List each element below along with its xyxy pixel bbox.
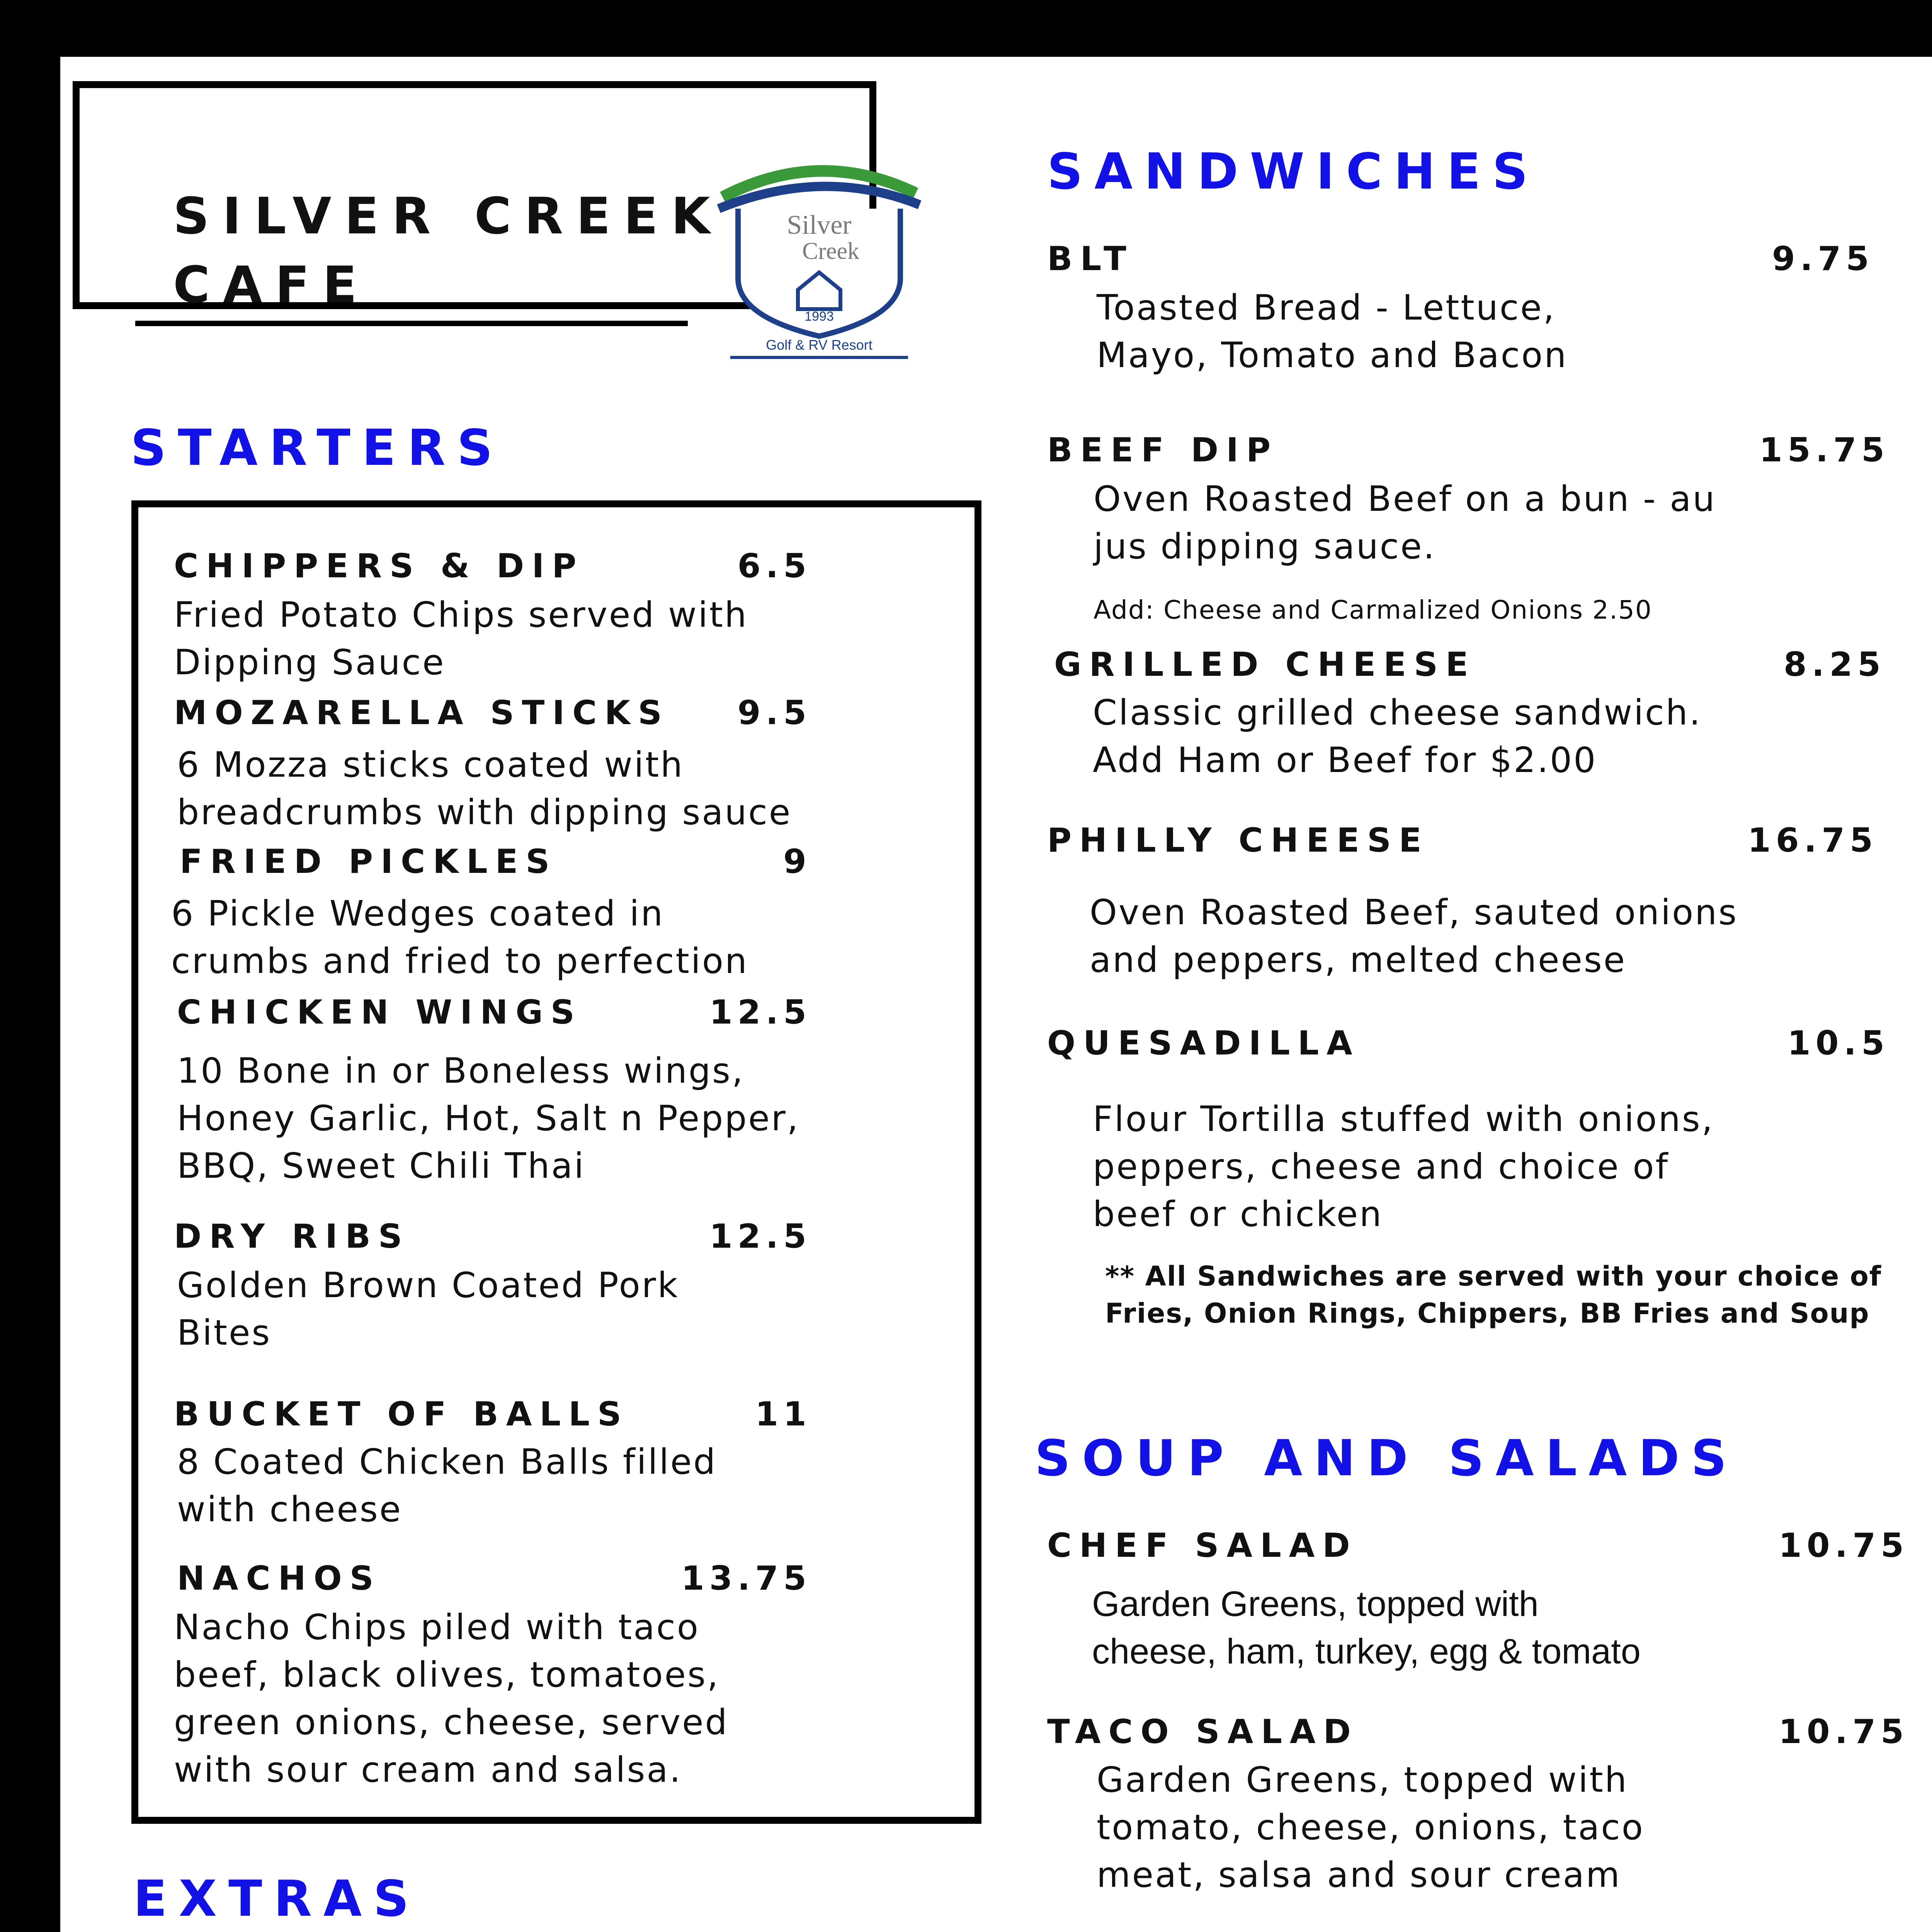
sandwich-name: QUESADILLA [1047, 1024, 1360, 1063]
starter-name: NACHOS [177, 1559, 381, 1598]
sandwich-desc: Oven Roasted Beef on a bun - au jus dipping sauce. [1094, 479, 1716, 567]
starter-price: 11 [755, 1395, 811, 1434]
sandwich-price: 16.75 [1747, 821, 1878, 860]
sandwich-price: 15.75 [1759, 431, 1889, 469]
soup-salad-name: TACO SALAD [1047, 1713, 1359, 1751]
logo-graphic [707, 151, 931, 367]
title-underline [135, 321, 688, 326]
extras-title: EXTRAS [133, 1870, 421, 1928]
sandwiches-title: SANDWICHES [1047, 143, 1540, 201]
logo-year: 1993 [804, 309, 834, 324]
sandwich-name: GRILLED CHEESE [1054, 645, 1476, 684]
starter-desc: 10 Bone in or Boneless wings, Honey Garlic, Hot, Salt n Pepper, BBQ, Sweet Chili Thai [177, 1051, 800, 1186]
sandwich-desc: Flour Tortilla stuffed with onions, peppers, cheese and choice of beef or chicken [1093, 1099, 1714, 1235]
sandwich-desc: Toasted Bread - Lettuce, Mayo, Tomato and Bacon [1097, 287, 1568, 376]
soup-salad-desc: Garden Greens, topped with cheese, ham, turkey, egg & tomato [1092, 1584, 1641, 1671]
cafe-title: SILVER CREEK CAFE [173, 187, 723, 314]
starter-desc: 6 Pickle Wedges coated in crumbs and fried to perfection [171, 893, 748, 981]
soup-salad-name: CHEF SALAD [1047, 1526, 1358, 1565]
sandwich-price: 10.5 [1787, 1024, 1889, 1063]
logo-word-creek: Creek [802, 238, 860, 264]
starter-price: 12.5 [709, 1217, 811, 1256]
starter-name: BUCKET OF BALLS [174, 1395, 629, 1434]
starter-price: 13.75 [681, 1559, 811, 1598]
starter-desc: Golden Brown Coated Pork Bites [177, 1265, 679, 1353]
sandwich-sides-note: ** All Sandwiches are served with your choice of Fries, Onion Rings, Chippers, BB Fries and Soup [1105, 1260, 1882, 1329]
starter-name: CHICKEN WINGS [177, 993, 582, 1032]
soup-salad-price: 10.75 [1778, 1713, 1909, 1751]
starter-desc: Fried Potato Chips served with Dipping Sauce [174, 595, 748, 683]
starter-desc: 6 Mozza sticks coated with breadcrumbs with dipping sauce [177, 745, 792, 833]
starter-name: CHIPPERS & DIP [174, 547, 584, 585]
soup-salad-price: 10.75 [1778, 1526, 1909, 1565]
sandwich-name: BLT [1047, 240, 1134, 278]
soup-salad-desc: Garden Greens, topped with tomato, cheese, onions, taco meat, salsa and sour cream [1097, 1760, 1645, 1895]
starter-name: DRY RIBS [174, 1217, 410, 1256]
silver-creek-logo [707, 151, 931, 367]
sandwich-name: PHILLY CHEESE [1047, 821, 1429, 860]
sandwich-price: 9.75 [1772, 240, 1874, 278]
sandwich-price: 8.25 [1783, 645, 1886, 684]
starter-price: 9.5 [737, 694, 811, 732]
sandwich-addon-note: Add: Cheese and Carmalized Onions 2.50 [1094, 595, 1652, 625]
starter-desc: Nacho Chips piled with taco beef, black olives, tomatoes, green onions, cheese, served with sour cream and salsa. [174, 1607, 729, 1790]
logo-word-silver: Silver [787, 210, 852, 240]
logo-tagline: Golf & RV Resort [766, 337, 872, 353]
starter-price: 9 [783, 842, 811, 881]
sandwich-name: BEEF DIP [1047, 431, 1279, 469]
starter-name: FRIED PICKLES [180, 842, 558, 881]
sandwich-desc: Oven Roasted Beef, sauted onions and peppers, melted cheese [1090, 892, 1738, 980]
starter-price: 12.5 [709, 993, 811, 1032]
sandwich-desc: Classic grilled cheese sandwich. Add Ham or Beef for $2.00 [1093, 692, 1702, 781]
starter-name: MOZARELLA STICKS [174, 694, 670, 732]
starter-desc: 8 Coated Chicken Balls filled with cheese [177, 1442, 717, 1530]
starter-price: 6.5 [737, 547, 811, 585]
soups-title: SOUP AND SALADS [1035, 1430, 1738, 1487]
starters-title: STARTERS [131, 419, 504, 477]
